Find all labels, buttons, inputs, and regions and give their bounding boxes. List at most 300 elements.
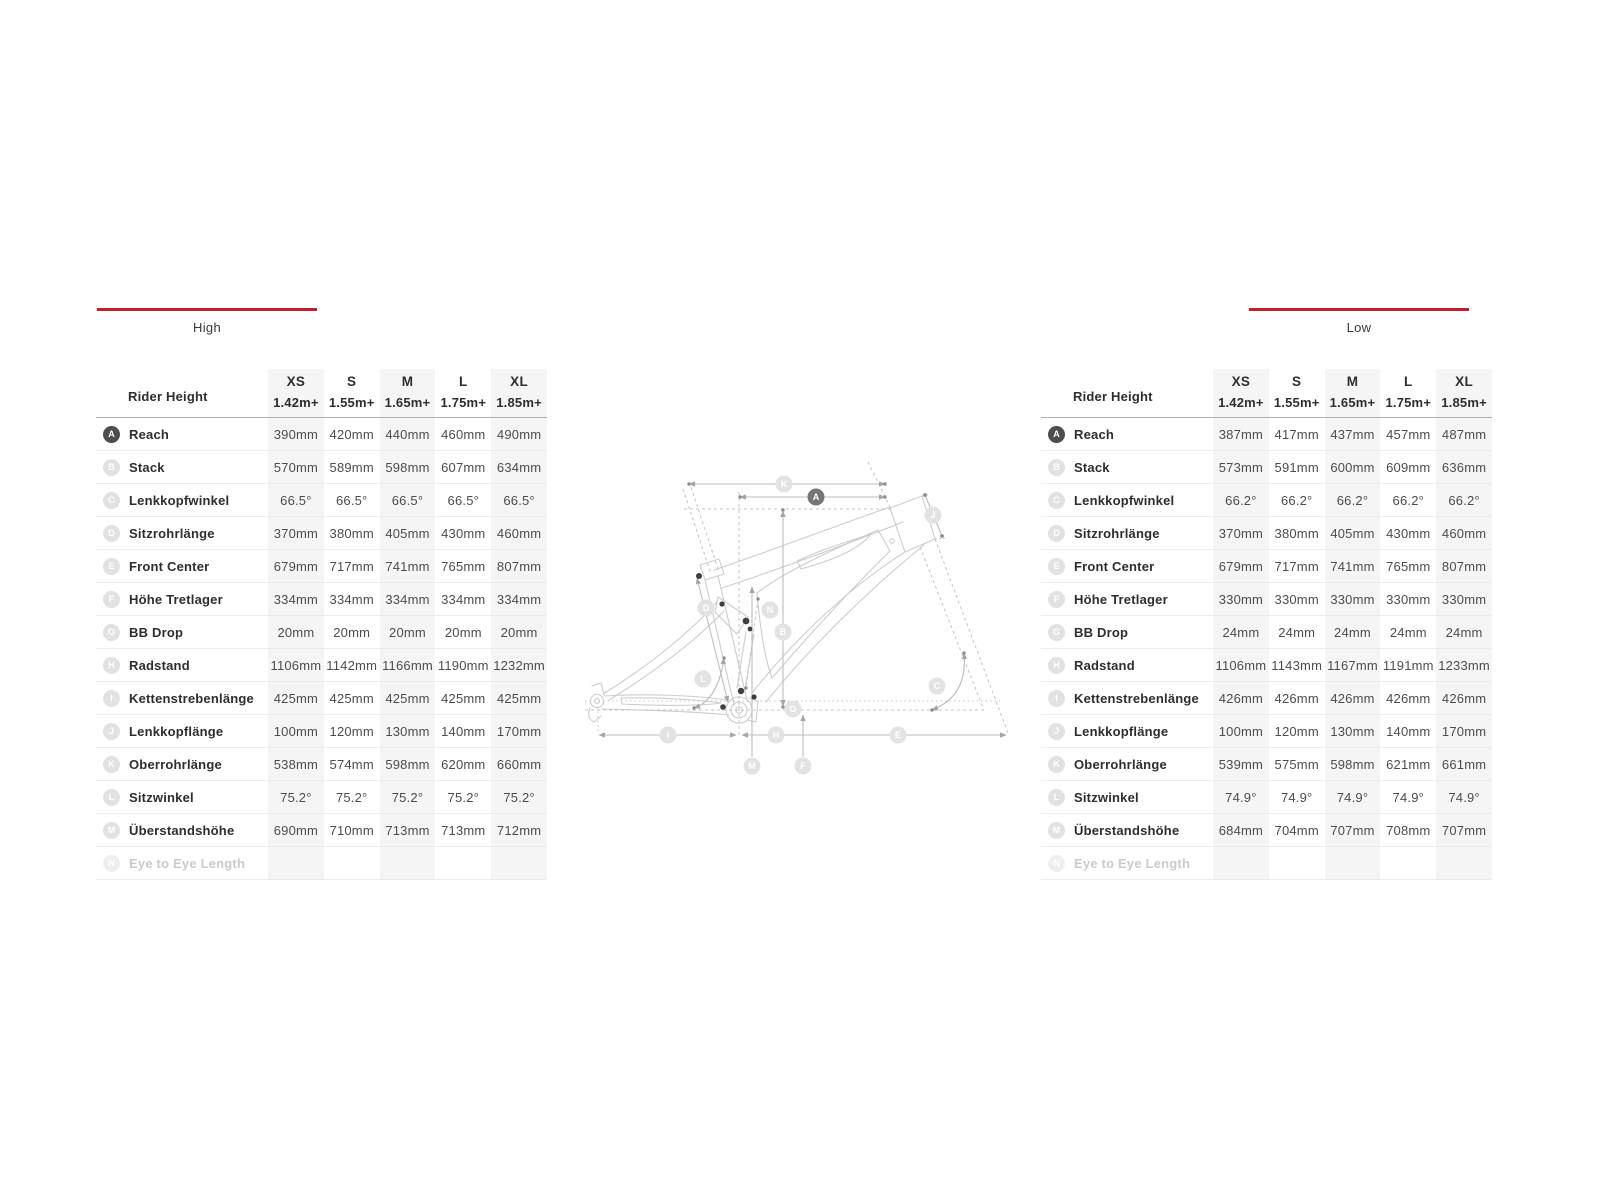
geo-value: 430mm xyxy=(441,525,486,541)
geo-row-label-cell xyxy=(1041,517,1213,549)
geo-value: 330mm xyxy=(1436,583,1492,615)
geo-row-label-cell xyxy=(96,682,268,714)
geo-value: 75.2° xyxy=(380,781,436,813)
geo-value: 426mm xyxy=(1386,690,1431,706)
tab-setting-label: Low xyxy=(1346,320,1372,335)
size-label: XS xyxy=(286,374,306,389)
svg-text:E: E xyxy=(894,730,902,741)
geo-value: 334mm xyxy=(329,591,374,607)
geo-value: 430mm xyxy=(1386,525,1431,541)
letter-badge: D xyxy=(1048,525,1065,542)
tab-active-indicator xyxy=(97,308,317,311)
letter-badge: E xyxy=(103,558,120,575)
geo-value: 440mm xyxy=(380,418,436,450)
geo-row-i[interactable] xyxy=(1041,682,1492,715)
diagram-badge-f xyxy=(795,758,812,775)
geo-value: 334mm xyxy=(441,591,486,607)
tab-active-indicator xyxy=(1249,308,1469,311)
geo-row-d[interactable] xyxy=(1041,517,1492,550)
geo-row-label: Lenkkopfwinkel xyxy=(1074,492,1175,508)
measurement-lines xyxy=(599,484,1006,757)
geo-value: 20mm xyxy=(333,624,371,640)
geo-row-label: Überstandshöhe xyxy=(1074,822,1180,838)
geo-row-label: Front Center xyxy=(1074,558,1155,574)
rider-height-label: Rider Height xyxy=(128,389,208,404)
geo-value: 24mm xyxy=(1389,624,1427,640)
letter-badge: L xyxy=(103,789,120,806)
geo-row-label-cell xyxy=(96,715,268,747)
geo-value: 460mm xyxy=(441,426,486,442)
diagram-badge-i xyxy=(660,727,677,744)
geo-row-label: Sitzwinkel xyxy=(129,789,194,805)
geo-row-label-cell xyxy=(1041,616,1213,648)
geo-value: 679mm xyxy=(268,550,324,582)
letter-badge: I xyxy=(1048,690,1065,707)
size-label: L xyxy=(1404,374,1413,389)
geo-row-i[interactable] xyxy=(96,682,547,715)
rider-height-value: 1.55m+ xyxy=(328,395,375,410)
geo-value: 20mm xyxy=(268,616,324,648)
geo-value: 330mm xyxy=(1213,583,1269,615)
letter-badge: F xyxy=(1048,591,1065,608)
geo-value: 1190mm xyxy=(437,657,489,673)
geo-row-label: Lenkkopflänge xyxy=(1074,723,1169,739)
geo-value: 140mm xyxy=(441,723,486,739)
svg-text:C: C xyxy=(933,681,941,692)
geo-row-label-cell xyxy=(96,847,268,879)
geo-value: 457mm xyxy=(1386,426,1431,442)
geo-value: 170mm xyxy=(1436,715,1492,747)
geo-row-label: Stack xyxy=(129,459,165,475)
tab-setting-low[interactable] xyxy=(1249,308,1469,335)
geo-row-e[interactable] xyxy=(96,550,547,583)
letter-badge: G xyxy=(103,624,120,641)
size-label: S xyxy=(1292,374,1302,389)
geo-value: 425mm xyxy=(329,690,374,706)
geo-value: 707mm xyxy=(1325,814,1381,846)
geo-value: 490mm xyxy=(491,418,547,450)
geo-row-label-cell xyxy=(96,550,268,582)
geo-value: 460mm xyxy=(491,517,547,549)
geo-value: 390mm xyxy=(268,418,324,450)
geo-value: 75.2° xyxy=(268,781,324,813)
geo-row-k[interactable] xyxy=(1041,748,1492,781)
size-label: XL xyxy=(1455,374,1474,389)
geo-value: 717mm xyxy=(1274,558,1319,574)
geo-value: 574mm xyxy=(329,756,374,772)
geo-row-label: Radstand xyxy=(1074,657,1135,673)
geo-value: 66.2° xyxy=(1436,484,1492,516)
geo-row-label: BB Drop xyxy=(129,624,184,640)
geo-value: 539mm xyxy=(1213,748,1269,780)
geo-value: 66.2° xyxy=(1325,484,1381,516)
svg-text:F: F xyxy=(800,761,806,772)
geo-row-label-cell xyxy=(1041,814,1213,846)
geo-value: 609mm xyxy=(1386,459,1431,475)
geo-value: 66.2° xyxy=(1392,492,1425,508)
geo-row-label-cell xyxy=(1041,847,1213,879)
svg-text:B: B xyxy=(779,627,787,638)
measurement-endpoints xyxy=(687,482,965,711)
svg-text:G: G xyxy=(789,704,797,715)
rider-height-value: 1.85m+ xyxy=(1441,395,1487,410)
letter-badge: A xyxy=(103,426,120,443)
geo-value: 330mm xyxy=(1274,591,1319,607)
geo-row-label-cell xyxy=(1041,583,1213,615)
geo-row-j[interactable] xyxy=(96,715,547,748)
geo-row-a[interactable] xyxy=(96,418,547,451)
size-column-header xyxy=(1436,369,1492,417)
geo-row-label: Eye to Eye Length xyxy=(1074,855,1191,871)
geo-row-f[interactable] xyxy=(1041,583,1492,616)
geo-value: 100mm xyxy=(1213,715,1269,747)
svg-text:M: M xyxy=(748,761,756,772)
geo-value: 538mm xyxy=(268,748,324,780)
geo-value: 170mm xyxy=(491,715,547,747)
geo-value: 710mm xyxy=(329,822,374,838)
geo-row-label-cell xyxy=(96,649,268,681)
geo-row-label-cell xyxy=(1041,451,1213,483)
geo-value: 765mm xyxy=(1386,558,1431,574)
geo-row-label-cell xyxy=(96,814,268,846)
geo-value: 420mm xyxy=(329,426,374,442)
geo-row-label: Oberrohrlänge xyxy=(129,756,222,772)
letter-badge: H xyxy=(103,657,120,674)
geo-value: 20mm xyxy=(380,616,436,648)
diagram-badge-j xyxy=(925,507,942,524)
geo-value xyxy=(380,847,436,879)
size-column-header xyxy=(1380,369,1436,417)
geo-value: 1142mm xyxy=(326,657,378,673)
rider-height-value: 1.42m+ xyxy=(1218,395,1264,410)
rider-height-value: 1.55m+ xyxy=(1273,395,1320,410)
geo-value: 1233mm xyxy=(1436,649,1492,681)
geo-value: 741mm xyxy=(380,550,436,582)
size-column-header xyxy=(435,369,491,417)
geo-value: 634mm xyxy=(491,451,547,483)
frame-geometry-diagram xyxy=(560,440,1030,790)
size-label: M xyxy=(401,374,414,389)
geo-row-n[interactable] xyxy=(96,847,547,880)
geo-value: 1232mm xyxy=(491,649,547,681)
geo-row-label: Kettenstrebenlänge xyxy=(1074,690,1199,706)
geo-value: 405mm xyxy=(380,517,436,549)
geo-value: 75.2° xyxy=(491,781,547,813)
geo-row-label: Lenkkopflänge xyxy=(129,723,224,739)
rider-height-value: 1.75m+ xyxy=(1385,395,1432,410)
letter-badge: M xyxy=(103,822,120,839)
geo-row-label: Reach xyxy=(129,426,170,442)
geo-row-g[interactable] xyxy=(1041,616,1492,649)
geo-value: 1167mm xyxy=(1325,649,1381,681)
geo-value: 74.9° xyxy=(1280,789,1313,805)
size-label: XS xyxy=(1231,374,1251,389)
geo-row-k[interactable] xyxy=(96,748,547,781)
letter-badge: I xyxy=(103,690,120,707)
letter-badge: A xyxy=(1048,426,1065,443)
geo-row-b[interactable] xyxy=(96,451,547,484)
geo-value: 713mm xyxy=(380,814,436,846)
geo-row-label: Front Center xyxy=(129,558,210,574)
size-column-header xyxy=(268,369,324,417)
geo-value: 426mm xyxy=(1274,690,1319,706)
diagram-badge-h xyxy=(768,727,785,744)
geo-value: 598mm xyxy=(1325,748,1381,780)
geo-row-m[interactable] xyxy=(1041,814,1492,847)
diagram-badge-a xyxy=(808,489,825,506)
geo-value: 66.5° xyxy=(335,492,368,508)
geo-value: 66.2° xyxy=(1213,484,1269,516)
geo-value: 570mm xyxy=(268,451,324,483)
geo-value xyxy=(1380,847,1436,879)
geo-value: 380mm xyxy=(329,525,374,541)
geo-value: 24mm xyxy=(1325,616,1381,648)
geo-value: 66.5° xyxy=(491,484,547,516)
geo-row-e[interactable] xyxy=(1041,550,1492,583)
geo-row-j[interactable] xyxy=(1041,715,1492,748)
geo-value: 660mm xyxy=(491,748,547,780)
geo-row-label: BB Drop xyxy=(1074,624,1129,640)
letter-badge: K xyxy=(103,756,120,773)
size-column-header xyxy=(1213,369,1269,417)
diagram-badge-c xyxy=(929,678,946,695)
geo-value: 807mm xyxy=(1436,550,1492,582)
geo-value: 636mm xyxy=(1436,451,1492,483)
geo-value: 425mm xyxy=(491,682,547,714)
geo-row-label: Reach xyxy=(1074,426,1115,442)
rider-height-value: 1.65m+ xyxy=(1329,395,1376,410)
letter-badge: B xyxy=(103,459,120,476)
size-column-header xyxy=(491,369,547,417)
geo-row-label-cell xyxy=(1041,715,1213,747)
geo-value: 460mm xyxy=(1436,517,1492,549)
geo-row-label-cell xyxy=(96,781,268,813)
geometry-table-high xyxy=(96,369,547,880)
geo-value: 370mm xyxy=(1213,517,1269,549)
geo-value xyxy=(1325,847,1381,879)
geo-value: 66.5° xyxy=(268,484,324,516)
letter-badge: J xyxy=(1048,723,1065,740)
geo-value: 330mm xyxy=(1386,591,1431,607)
geo-row-label-cell xyxy=(1041,550,1213,582)
geo-row-label: Sitzrohrlänge xyxy=(129,525,215,541)
size-label: S xyxy=(347,374,357,389)
geo-row-n[interactable] xyxy=(1041,847,1492,880)
geo-value: 74.9° xyxy=(1213,781,1269,813)
geo-row-d[interactable] xyxy=(96,517,547,550)
geo-row-h[interactable] xyxy=(96,649,547,682)
table-header-row xyxy=(1041,369,1492,418)
geo-value: 140mm xyxy=(1386,723,1431,739)
geo-value xyxy=(1436,847,1492,879)
letter-badge: E xyxy=(1048,558,1065,575)
geo-value: 591mm xyxy=(1274,459,1319,475)
geo-value: 334mm xyxy=(380,583,436,615)
geo-value: 130mm xyxy=(1325,715,1381,747)
geo-value: 575mm xyxy=(1274,756,1319,772)
geo-value: 620mm xyxy=(441,756,486,772)
letter-badge: D xyxy=(103,525,120,542)
geo-value: 74.9° xyxy=(1436,781,1492,813)
letter-badge: H xyxy=(1048,657,1065,674)
geo-row-label-cell xyxy=(1041,682,1213,714)
size-column-header xyxy=(1269,369,1325,417)
geo-value: 1166mm xyxy=(380,649,436,681)
geo-value xyxy=(491,847,547,879)
geo-row-label-cell xyxy=(96,418,268,450)
geo-row-label: Höhe Tretlager xyxy=(129,591,223,607)
letter-badge: M xyxy=(1048,822,1065,839)
geo-value: 334mm xyxy=(491,583,547,615)
geo-row-a[interactable] xyxy=(1041,418,1492,451)
geo-value: 1143mm xyxy=(1271,657,1323,673)
geo-value: 24mm xyxy=(1278,624,1316,640)
geo-value: 334mm xyxy=(268,583,324,615)
geo-value: 765mm xyxy=(441,558,486,574)
geo-row-label: Kettenstrebenlänge xyxy=(129,690,254,706)
geo-row-h[interactable] xyxy=(1041,649,1492,682)
table-header-row xyxy=(96,369,547,418)
geo-value: 690mm xyxy=(268,814,324,846)
geo-value: 425mm xyxy=(441,690,486,706)
geo-value: 598mm xyxy=(380,451,436,483)
svg-text:H: H xyxy=(772,730,780,741)
geo-value: 708mm xyxy=(1386,822,1431,838)
construction-lines xyxy=(585,462,1008,737)
geo-row-label-cell xyxy=(1041,649,1213,681)
geo-row-label: Sitzrohrlänge xyxy=(1074,525,1160,541)
letter-badge: C xyxy=(1048,492,1065,509)
geo-value: 426mm xyxy=(1436,682,1492,714)
geo-value: 717mm xyxy=(329,558,374,574)
geo-row-l[interactable] xyxy=(1041,781,1492,814)
geo-value: 100mm xyxy=(268,715,324,747)
geo-value: 607mm xyxy=(441,459,486,475)
tab-setting-label: High xyxy=(193,320,221,335)
geo-row-label: Höhe Tretlager xyxy=(1074,591,1168,607)
geo-row-label-cell xyxy=(96,451,268,483)
letter-badge: C xyxy=(103,492,120,509)
letter-badge: N xyxy=(103,855,120,872)
geo-value: 66.5° xyxy=(447,492,480,508)
size-column-header xyxy=(380,369,436,417)
geo-value: 425mm xyxy=(380,682,436,714)
letter-badge: N xyxy=(1048,855,1065,872)
frame-pivots xyxy=(696,573,757,710)
rider-height-value: 1.65m+ xyxy=(384,395,431,410)
geo-value: 426mm xyxy=(1213,682,1269,714)
geo-value: 707mm xyxy=(1436,814,1492,846)
geo-row-g[interactable] xyxy=(96,616,547,649)
geo-value: 487mm xyxy=(1436,418,1492,450)
geo-value: 1106mm xyxy=(1213,649,1269,681)
geo-row-label: Eye to Eye Length xyxy=(129,855,246,871)
diagram-badge-n xyxy=(762,602,779,619)
geo-value: 621mm xyxy=(1386,756,1431,772)
geo-value xyxy=(435,847,491,879)
geo-value: 330mm xyxy=(1325,583,1381,615)
svg-text:K: K xyxy=(780,479,788,490)
geo-value: 704mm xyxy=(1274,822,1319,838)
diagram-badge-b xyxy=(775,624,792,641)
geo-value: 74.9° xyxy=(1392,789,1425,805)
diagram-badge-k xyxy=(776,476,793,493)
geo-value: 713mm xyxy=(441,822,486,838)
geo-row-label-cell xyxy=(96,517,268,549)
geo-row-label-cell xyxy=(1041,748,1213,780)
geo-row-label: Stack xyxy=(1074,459,1110,475)
geo-value: 75.2° xyxy=(335,789,368,805)
letter-badge: K xyxy=(1048,756,1065,773)
geo-value: 405mm xyxy=(1325,517,1381,549)
letter-badge: B xyxy=(1048,459,1065,476)
geo-value: 417mm xyxy=(1274,426,1319,442)
geo-value xyxy=(268,847,324,879)
geo-value: 75.2° xyxy=(447,789,480,805)
size-label: M xyxy=(1346,374,1359,389)
geo-row-label: Radstand xyxy=(129,657,190,673)
diagram-badge-e xyxy=(890,727,907,744)
geo-value: 120mm xyxy=(1274,723,1319,739)
letter-badge: L xyxy=(1048,789,1065,806)
geo-value: 573mm xyxy=(1213,451,1269,483)
geo-value: 66.5° xyxy=(380,484,436,516)
geo-row-f[interactable] xyxy=(96,583,547,616)
geo-value: 684mm xyxy=(1213,814,1269,846)
geo-row-c[interactable] xyxy=(1041,484,1492,517)
geo-value: 589mm xyxy=(329,459,374,475)
geo-row-label: Oberrohrlänge xyxy=(1074,756,1167,772)
diagram-badge-l xyxy=(695,671,712,688)
geo-value: 120mm xyxy=(329,723,374,739)
geo-value: 1106mm xyxy=(268,649,324,681)
geometry-table-low xyxy=(1041,369,1492,880)
geo-value: 74.9° xyxy=(1325,781,1381,813)
geo-row-label-cell xyxy=(1041,418,1213,450)
geo-row-l[interactable] xyxy=(96,781,547,814)
geo-value: 807mm xyxy=(491,550,547,582)
geo-row-label-cell xyxy=(1041,781,1213,813)
geo-value: 437mm xyxy=(1325,418,1381,450)
geo-value xyxy=(1269,847,1325,879)
svg-text:N: N xyxy=(766,605,774,616)
svg-text:A: A xyxy=(812,492,820,503)
rider-height-value: 1.85m+ xyxy=(496,395,542,410)
letter-badge: G xyxy=(1048,624,1065,641)
geo-value xyxy=(1213,847,1269,879)
geo-row-m[interactable] xyxy=(96,814,547,847)
rider-height-label: Rider Height xyxy=(1073,389,1153,404)
geo-value: 66.2° xyxy=(1280,492,1313,508)
size-label: XL xyxy=(510,374,529,389)
geo-value: 712mm xyxy=(491,814,547,846)
geo-value: 387mm xyxy=(1213,418,1269,450)
geo-value: 661mm xyxy=(1436,748,1492,780)
size-column-header xyxy=(1325,369,1381,417)
diagram-badge-g xyxy=(785,701,802,718)
geo-row-b[interactable] xyxy=(1041,451,1492,484)
geo-value: 679mm xyxy=(1213,550,1269,582)
geo-row-c[interactable] xyxy=(96,484,547,517)
geo-value xyxy=(324,847,380,879)
svg-text:L: L xyxy=(700,674,706,685)
tab-setting-high[interactable] xyxy=(97,308,317,335)
svg-text:J: J xyxy=(930,510,936,521)
geo-row-label-cell xyxy=(96,484,268,516)
geo-value: 130mm xyxy=(380,715,436,747)
diagram-badge-d xyxy=(698,600,715,617)
geo-row-label-cell xyxy=(1041,484,1213,516)
